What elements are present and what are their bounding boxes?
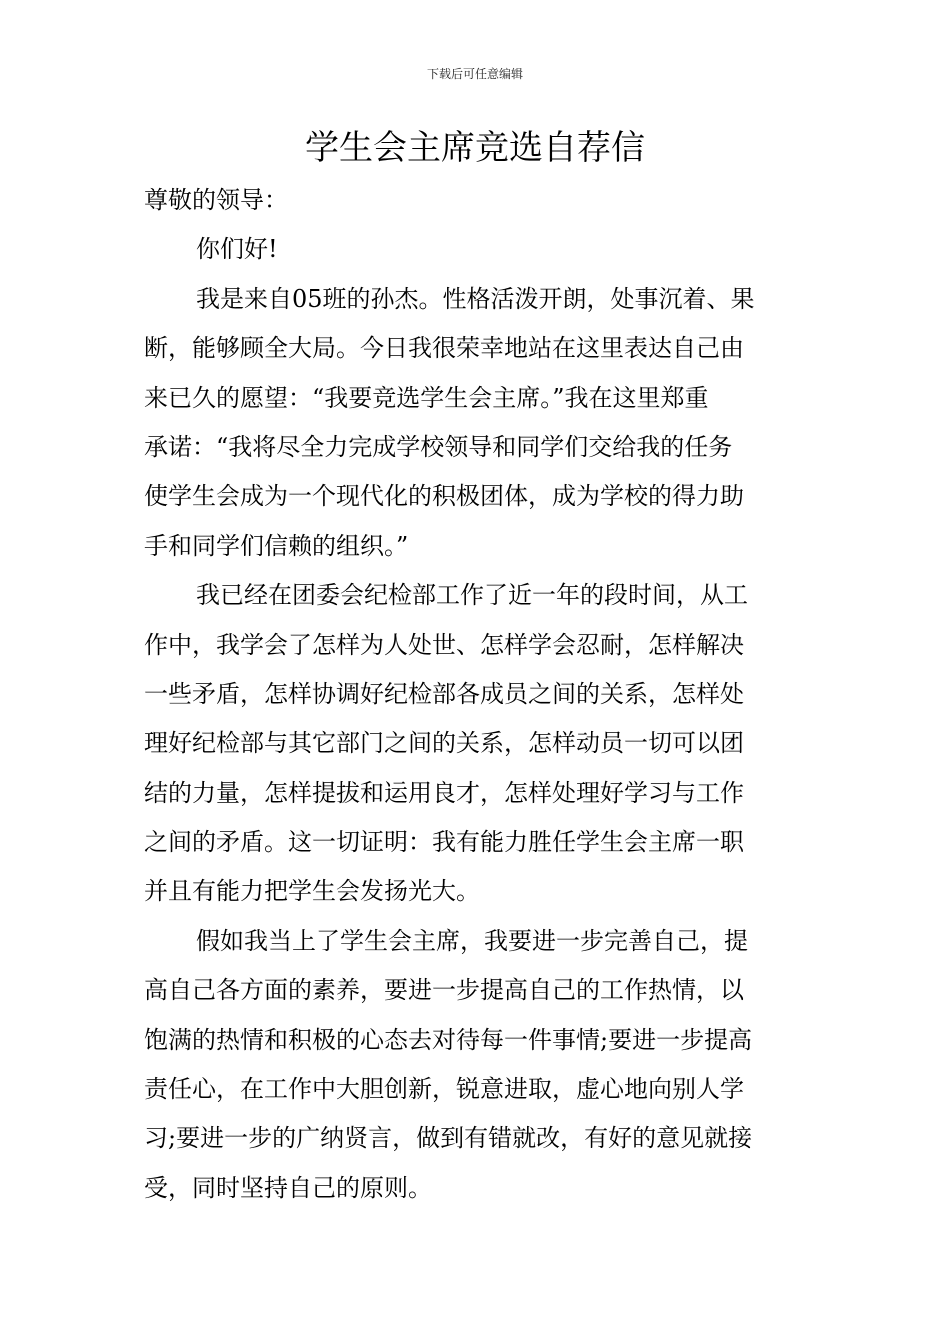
letter-body: [144, 176, 806, 1213]
paragraph-1: [144, 275, 806, 571]
paragraph-line: 假如我当上了学生会主席，我要进一步完善自己，提: [196, 926, 748, 955]
paragraph-line: 饱满的热情和积极的心态去对待每一件事情;要进一步提高: [144, 1025, 753, 1054]
paragraph-line: 使学生会成为一个现代化的积极团体，成为学校的得力助: [144, 482, 744, 511]
paragraph-line: 理好纪检部与其它部门之间的关系，怎样动员一切可以团: [144, 729, 744, 758]
paragraph-line: 作中，我学会了怎样为人处世、怎样学会忍耐，怎样解决: [144, 630, 744, 659]
greeting: 你们好!: [196, 235, 278, 264]
paragraph-line: 断，能够顾全大局。今日我很荣幸地站在这里表达自己由: [144, 334, 744, 363]
paragraph-line: 高自己各方面的素养，要进一步提高自己的工作热情，以: [144, 976, 744, 1005]
paragraph-line: 一些矛盾，怎样协调好纪检部各成员之间的关系，怎样处: [144, 679, 744, 708]
paragraph-line: 之间的矛盾。这一切证明：我有能力胜任学生会主席一职: [144, 828, 744, 857]
paragraph-2: [144, 571, 806, 917]
paragraph-line: 受，同时坚持自己的原则。: [144, 1173, 432, 1202]
header-note: 下载后可任意编辑: [426, 67, 523, 81]
salutation: 尊敬的领导：: [144, 186, 288, 214]
paragraph-line: 承诺：“我将尽全力完成学校领导和同学们交给我的任务: [144, 432, 733, 461]
paragraph-line: 我已经在团委会纪检部工作了近一年的段时间，从工: [196, 581, 748, 610]
paragraph-line: 结的力量，怎样提拔和运用良才，怎样处理好学习与工作: [144, 778, 744, 807]
paragraph-line: 我是来自05班的孙杰。性格活泼开朗，处事沉着、果: [196, 284, 755, 313]
paragraph-line: 责任心，在工作中大胆创新，锐意进取，虚心地向别人学: [144, 1075, 744, 1104]
paragraph-line: 手和同学们信赖的组织。”: [144, 531, 409, 560]
document-title: 学生会主席竞选自荐信: [305, 128, 645, 168]
paragraph-line: 并且有能力把学生会发扬光大。: [144, 877, 480, 906]
paragraph-line: 习;要进一步的广纳贤言，做到有错就改，有好的意见就接: [144, 1124, 753, 1153]
paragraph-line: 来已久的愿望：“我要竞选学生会主席。”我在这里郑重: [144, 383, 709, 412]
paragraph-3: [144, 917, 806, 1213]
